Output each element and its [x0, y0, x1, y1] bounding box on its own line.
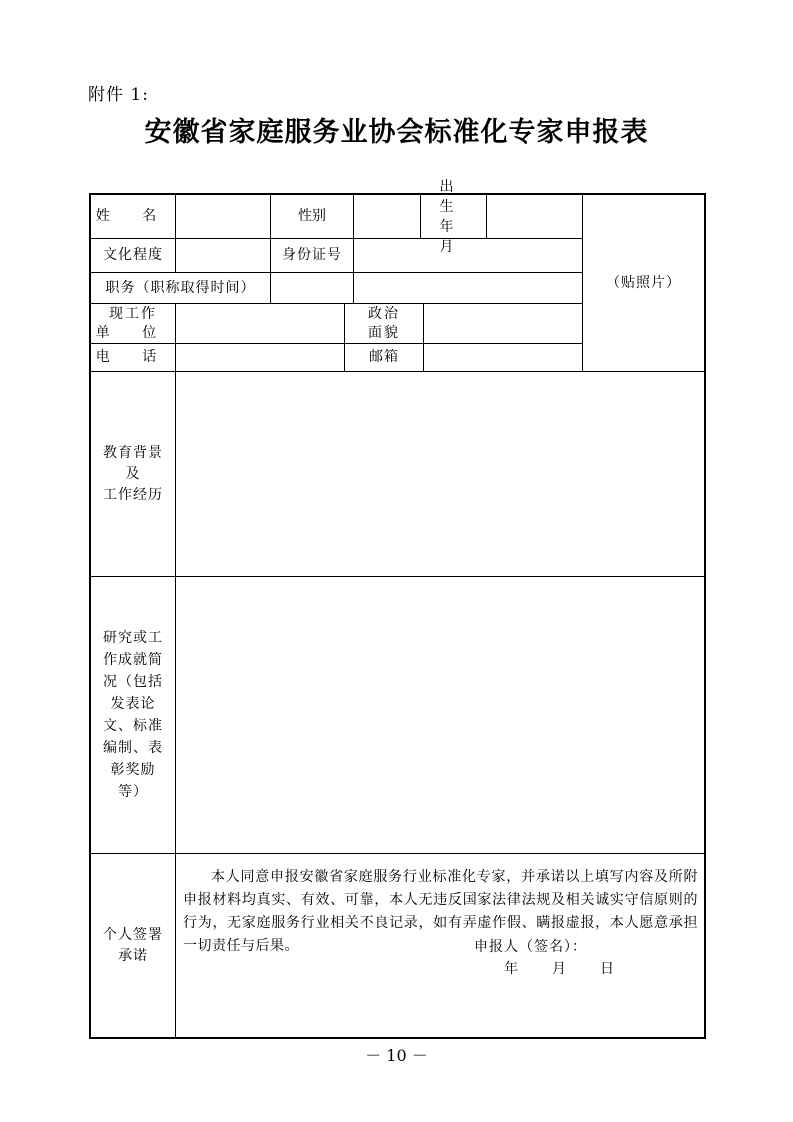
workplace-label: [91, 304, 175, 343]
education-background-field[interactable]: [176, 372, 704, 576]
background-label-line: 教育背景: [103, 444, 163, 461]
phone-label: 电 话: [95, 349, 171, 365]
achievements-label-line: 作成就简: [103, 652, 163, 668]
background-label-line: 及: [125, 465, 141, 482]
page-number: － 10 －: [365, 1046, 428, 1065]
achievements-field[interactable]: [176, 577, 704, 853]
commitment-section: [91, 854, 704, 1037]
background-label-line: 工作经历: [103, 486, 163, 503]
position-field[interactable]: [271, 273, 582, 303]
signature-date: [504, 958, 614, 978]
commitment-statement: 本人同意申报安徽省家庭服务行业标准化专家，并承诺以上填写内容及所附申报材料均真实、有效、可靠，本人无违反国家法律法规及相关诚实守信原则的行为，无家庭服务行业相关不良记录，如有弄虚作假、瞒报虚报，本人愿意承担一切责任与后果。: [183, 869, 698, 954]
date-year: 年: [504, 961, 518, 977]
achievements-label-line: 况（包括: [103, 674, 163, 690]
position-label: 职务（职称取得时间）: [105, 279, 256, 296]
signature-label-line: 个人签署: [103, 926, 163, 943]
achievements-label-line: 等）: [118, 784, 148, 800]
id-number-field[interactable]: [354, 239, 582, 272]
achievements-label-line: 研究或工: [103, 630, 163, 646]
signer-label: 申报人（签名）：: [474, 939, 587, 955]
name-field[interactable]: [176, 195, 270, 238]
phone-field[interactable]: [176, 344, 344, 371]
name-label: 姓 名: [95, 208, 171, 224]
political-label-line-2: 面貌: [368, 324, 400, 341]
id-number-label: 身份证号: [282, 247, 342, 263]
form-title: 安徽省家庭服务业协会标准化专家申报表: [144, 117, 649, 148]
workplace-label-line-2: 单 位: [95, 324, 171, 341]
signature-label-line: 承诺: [118, 947, 148, 964]
political-status-field[interactable]: [424, 304, 582, 343]
birth-label-line-2: 年 月: [439, 218, 468, 255]
gender-label: 性别: [298, 208, 326, 224]
achievements-label-line: 文、标准: [103, 718, 163, 734]
birth-field[interactable]: [487, 195, 582, 238]
attachment-label: 附件 1:: [88, 85, 149, 105]
date-month: 月: [552, 961, 566, 977]
achievements-label-line: 发表论: [110, 696, 156, 712]
education-label: 文化程度: [103, 247, 163, 263]
photo-placeholder[interactable]: （贴照片）: [606, 274, 681, 291]
birth-label: [421, 178, 486, 255]
education-background-label: [91, 372, 175, 576]
email-field[interactable]: [424, 344, 582, 371]
workplace-label-line-1: 现工作: [109, 305, 157, 322]
application-form: [89, 178, 706, 1039]
date-day: 日: [600, 961, 614, 977]
political-label-line-1: 政治: [368, 305, 400, 322]
email-label: 邮箱: [369, 349, 399, 365]
workplace-field[interactable]: [176, 304, 344, 343]
achievements-label-line: 彰奖励: [110, 762, 156, 778]
birth-label-line-1: 出 生: [439, 178, 468, 215]
education-field[interactable]: [176, 239, 270, 272]
achievements-label-line: 编制、表: [103, 740, 163, 756]
political-status-label: [345, 304, 423, 343]
achievements-label: [91, 577, 175, 853]
gender-field[interactable]: [354, 195, 420, 238]
